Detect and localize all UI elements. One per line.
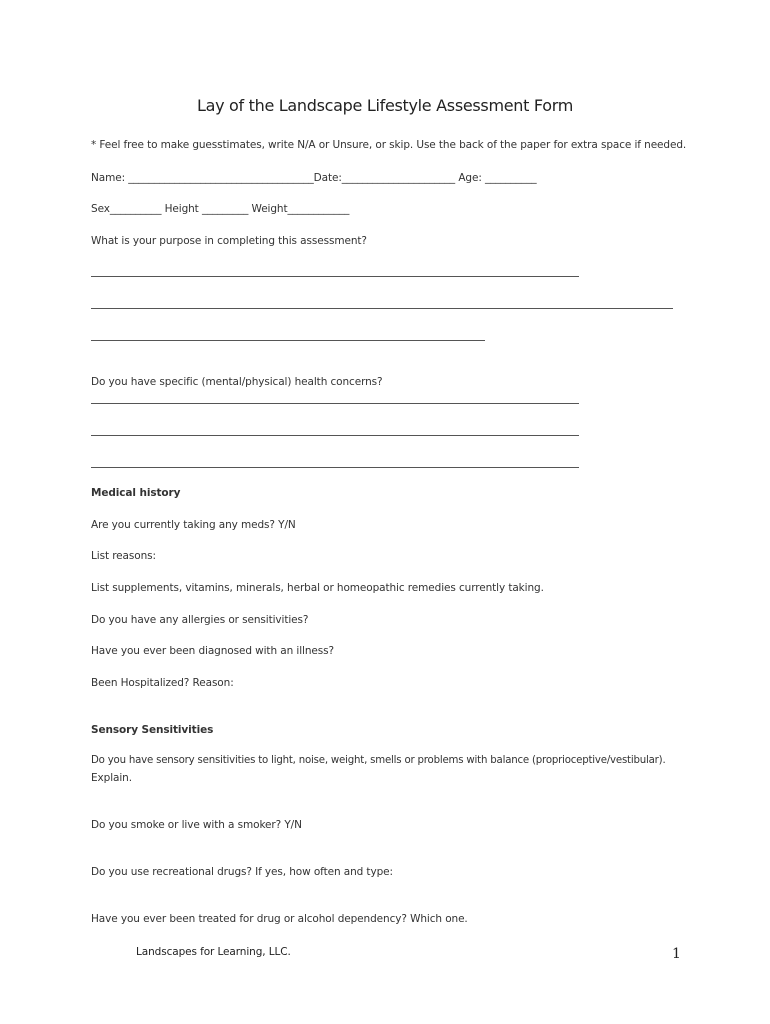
question-smoke: Do you smoke or live with a smoker? Y/N — [91, 819, 302, 831]
question-drugs: Do you use recreational drugs? If yes, how often and type: — [91, 866, 393, 878]
question-meds: Are you currently taking any meds? Y/N — [91, 519, 296, 531]
question-reasons: List reasons: — [91, 550, 156, 562]
question-hospitalized: Been Hospitalized? Reason: — [91, 677, 234, 689]
name-date-age-line: Name: ____________________________________Date:______________________ Age: __________ — [91, 172, 537, 184]
footer-company: Landscapes for Learning, LLC. — [136, 946, 291, 958]
question-allergies: Do you have any allergies or sensitivities? — [91, 614, 309, 626]
sex-height-weight-line: Sex__________ Height _________ Weight____________ — [91, 203, 350, 215]
form-title: Lay of the Landscape Lifestyle Assessment Form — [196, 96, 574, 115]
question-dependency: Have you ever been treated for drug or alcohol dependency? Which one. — [91, 913, 468, 925]
sensory-sensitivities-heading: Sensory Sensitivities — [91, 724, 214, 736]
answer-line — [91, 403, 579, 404]
instructions-note: * Feel free to make guesstimates, write N/A or Unsure, or skip. Use the back of the paper for extra space if needed. — [91, 139, 687, 151]
answer-line — [91, 308, 673, 309]
answer-line — [91, 435, 579, 436]
medical-history-heading: Medical history — [91, 487, 181, 499]
question-purpose: What is your purpose in completing this assessment? — [91, 235, 367, 247]
question-supplements: List supplements, vitamins, minerals, herbal or homeopathic remedies currently taking. — [91, 582, 544, 594]
answer-line — [91, 340, 485, 341]
question-sensory-line1: Do you have sensory sensitivities to light, noise, weight, smells or problems with balance (proprioceptive/vestibular). — [91, 755, 666, 766]
answer-line — [91, 276, 579, 277]
answer-line — [91, 467, 579, 468]
question-sensory-line2: Explain. — [91, 772, 132, 784]
question-illness: Have you ever been diagnosed with an illness? — [91, 645, 334, 657]
page-number: 1 — [672, 946, 681, 962]
question-health-concerns: Do you have specific (mental/physical) health concerns? — [91, 376, 383, 388]
